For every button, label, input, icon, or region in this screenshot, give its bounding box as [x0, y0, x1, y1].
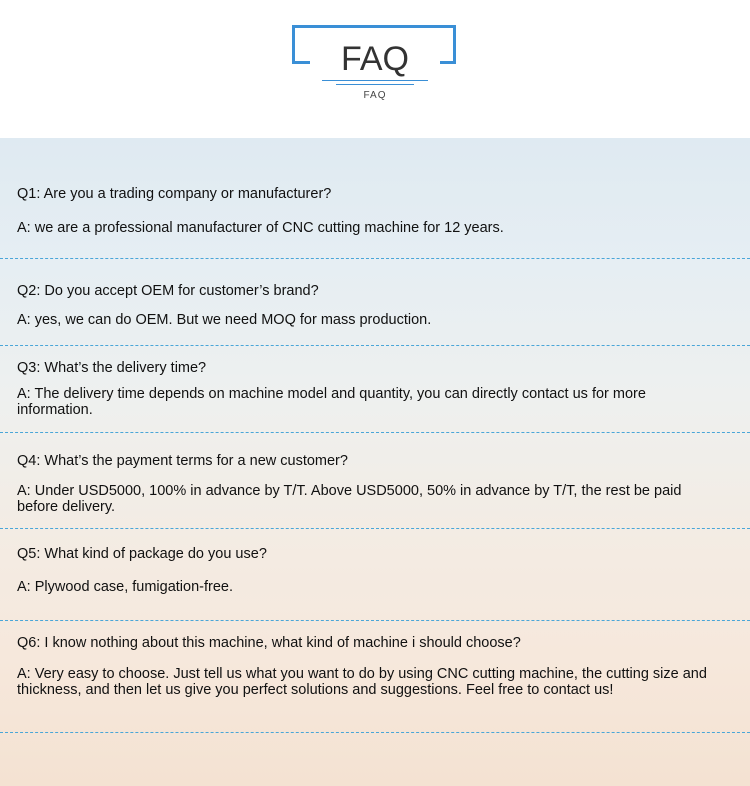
- answer-4: A: Under USD5000, 100% in advance by T/T. Above USD5000, 50% in advance by T/T, the rest be paid before delivery.: [17, 483, 682, 515]
- answer-6: A: Very easy to choose. Just tell us what you want to do by using CNC cutting machine, the cutting size and thickness, and then let us give you perfect solutions and suggestions. Feel free to contact us!: [17, 666, 707, 698]
- separator: [0, 732, 750, 733]
- separator: [0, 345, 750, 346]
- question-6: Q6: I know nothing about this machine, what kind of machine i should choose?: [17, 635, 521, 651]
- separator: [0, 620, 750, 621]
- page-subtitle: FAQ: [363, 90, 387, 101]
- answer-5: A: Plywood case, fumigation-free.: [17, 579, 233, 595]
- answer-1: A: we are a professional manufacturer of CNC cutting machine for 12 years.: [17, 220, 504, 236]
- divider: [322, 80, 428, 81]
- page-title: FAQ: [340, 40, 410, 78]
- separator: [0, 528, 750, 529]
- separator: [0, 258, 750, 259]
- separator: [0, 432, 750, 433]
- answer-2: A: yes, we can do OEM. But we need MOQ for mass production.: [17, 312, 432, 328]
- divider: [336, 84, 414, 85]
- question-4: Q4: What’s the payment terms for a new customer?: [17, 453, 348, 469]
- answer-3: A: The delivery time depends on machine model and quantity, you can directly contact us for more information.: [17, 386, 646, 418]
- question-2: Q2: Do you accept OEM for customer’s brand?: [17, 283, 319, 299]
- question-1: Q1: Are you a trading company or manufacturer?: [17, 186, 332, 202]
- question-5: Q5: What kind of package do you use?: [17, 546, 267, 562]
- question-3: Q3: What’s the delivery time?: [17, 360, 207, 376]
- faq-header: [0, 0, 750, 138]
